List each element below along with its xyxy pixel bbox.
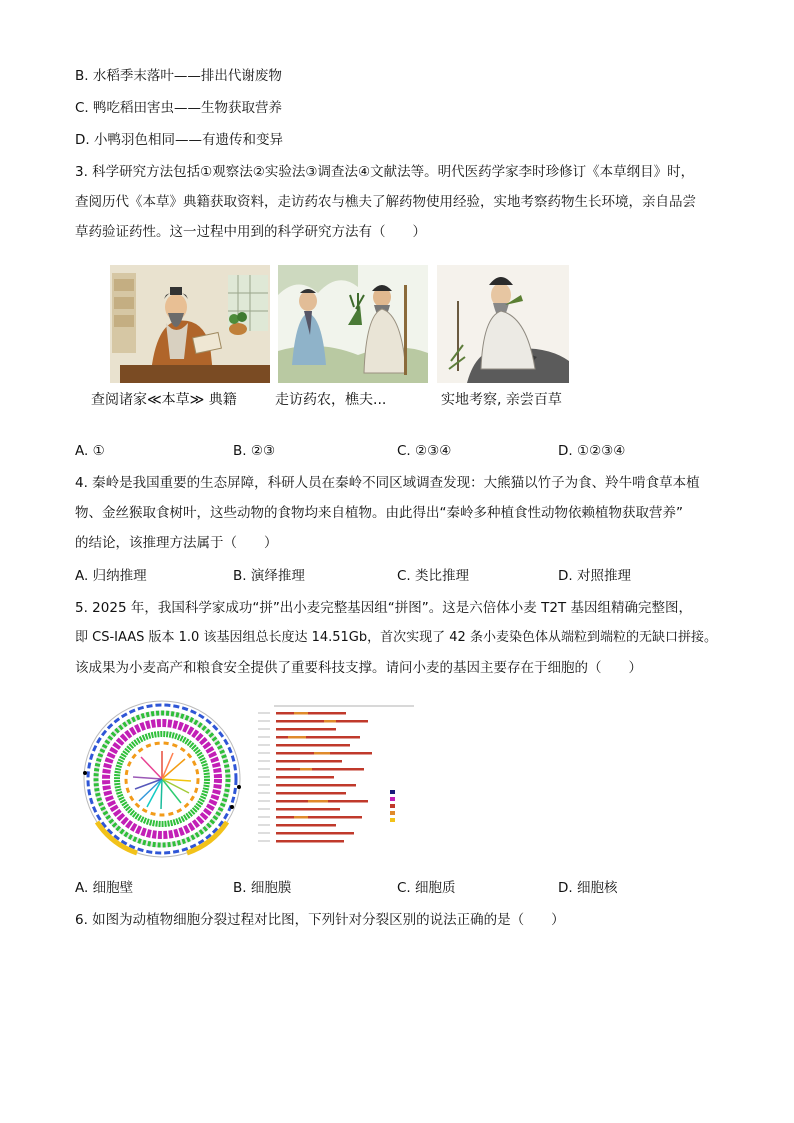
q3-stem-line1: 3. 科学研究方法包括①观察法②实验法③调查法④文献法等。明代医药学家李时珍修订《本草纲目》时， xyxy=(75,164,695,180)
q4-stem-line1: 4. 秦岭是我国重要的生态屏障，科研人员在秦岭不同区域调查发现：大熊猫以竹子为食、羚牛啃食草本植 xyxy=(75,475,700,491)
q6-stem-line1: 6. 如图为动植物细胞分裂过程对比图，下列针对分裂区别的说法正确的是（ ） xyxy=(75,912,565,928)
q5-options xyxy=(75,878,715,898)
q3-options xyxy=(75,441,715,461)
q3-option-a: A. ① xyxy=(75,443,105,459)
q5-stem-line3: 该成果为小麦高产和粮食安全提供了重要科技支撑。请问小麦的基因主要存在于细胞的（ ） xyxy=(75,660,642,676)
q4-stem-line2: 物、金丝猴取食树叶，这些动物的食物均来自植物。由此得出“秦岭多种植食性动物依赖植物获取营养” xyxy=(75,505,683,521)
q5-option-a: A. 细胞壁 xyxy=(75,880,134,896)
q3-option-d: D. ①②③④ xyxy=(558,443,626,459)
q4-option-c: C. 类比推理 xyxy=(397,568,470,584)
q4-stem-line3: 的结论，该推理方法属于（ ） xyxy=(75,535,278,551)
q3-stem-line2: 查阅历代《本草》典籍获取资料，走访药农与樵夫了解药物使用经验，实地考察药物生长环境，亲自品尝 xyxy=(75,194,696,210)
illustration-reading-books xyxy=(110,265,270,383)
illustration-tasting-herbs xyxy=(437,265,569,383)
q3-option-b: B. ②③ xyxy=(233,443,276,459)
caption-reading-books: 查阅诸家≪本草≫ 典籍 xyxy=(91,392,237,408)
q3-stem-line3: 草药验证药性。这一过程中用到的科学研究方法有（ ） xyxy=(75,224,426,240)
q4-options xyxy=(75,566,715,586)
q5-option-c: C. 细胞质 xyxy=(397,880,456,896)
q4-option-d: D. 对照推理 xyxy=(558,568,631,584)
q5-option-b: B. 细胞膜 xyxy=(233,880,292,896)
caption-visiting-farmers: 走访药农，樵夫... xyxy=(275,392,387,408)
q5-option-d: D. 细胞核 xyxy=(558,880,618,896)
illustration-visiting-farmers xyxy=(278,265,428,383)
q2-option-c: C. 鸭吃稻田害虫——生物获取营养 xyxy=(75,100,283,116)
genome-circos-figure xyxy=(77,697,247,862)
q2-option-b: B. 水稻季末落叶——排出代谢废物 xyxy=(75,68,282,84)
caption-tasting-herbs: 实地考察, 亲尝百草 xyxy=(441,392,562,408)
q5-stem-line1: 5. 2025 年，我国科学家成功“拼”出小麦完整基因组“拼图”。这是六倍体小麦 T2T 基因组精确完整图， xyxy=(75,600,692,616)
chromosome-map-figure xyxy=(254,702,424,852)
q4-option-a: A. 归纳推理 xyxy=(75,568,147,584)
q3-option-c: C. ②③④ xyxy=(397,443,452,459)
q2-option-d: D. 小鸭羽色相同——有遗传和变异 xyxy=(75,132,283,148)
q5-stem-line2: 即 CS-IAAS 版本 1.0 该基因组总长度达 14.51Gb，首次实现了 42 条小麦染色体从端粒到端粒的无缺口拼接。 xyxy=(75,630,717,645)
q4-option-b: B. 演绎推理 xyxy=(233,568,305,584)
